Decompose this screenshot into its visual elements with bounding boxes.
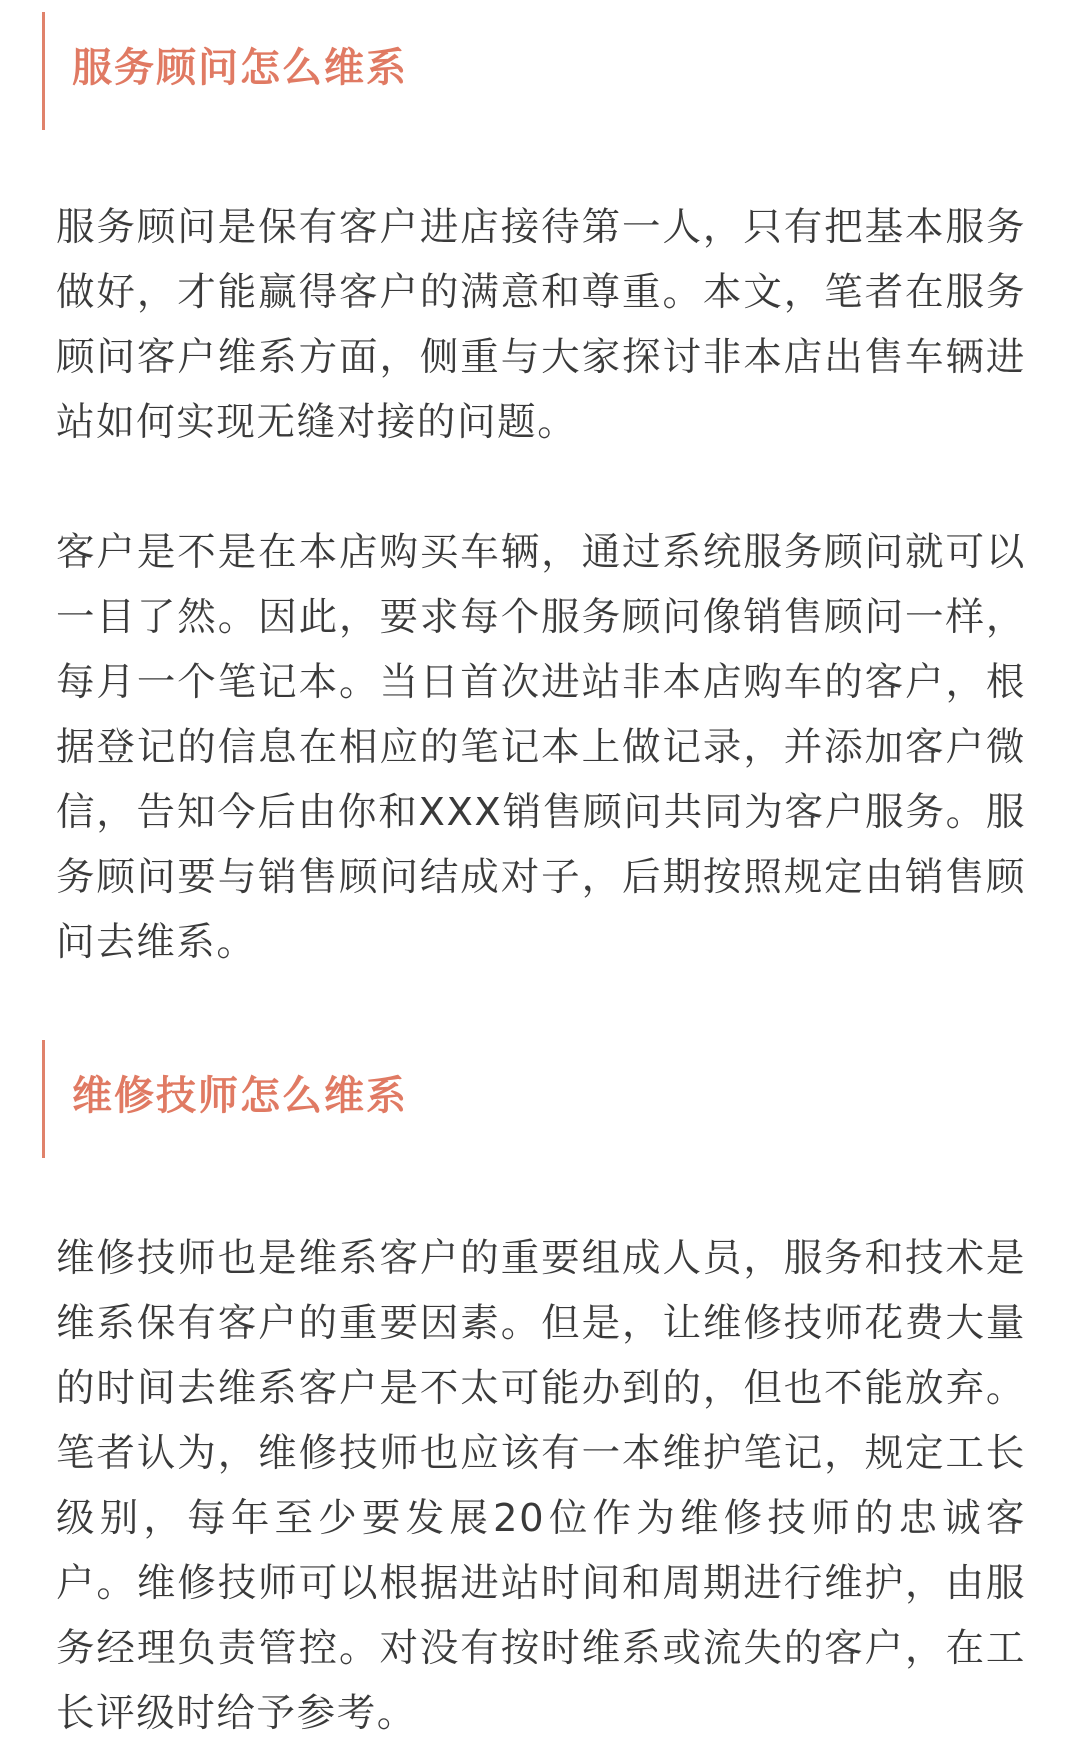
paragraph: 客户是不是在本店购买车辆，通过系统服务顾问就可以一目了然。因此，要求每个服务顾问像销售顾问一样，每月一个笔记本。当日首次进站非本店购车的客户，根据登记的信息在相应的笔记本上做记录，并添加客户微信，告知今后由你和XXX销售顾问共同为客户服务。服务顾问要与销售顾问结成对子，后期按照规定由销售顾问去维系。	[56, 530, 1026, 965]
section-title: 服务顾问怎么维系	[72, 45, 408, 91]
paragraph: 维修技师也是维系客户的重要组成人员，服务和技术是维系保有客户的重要因素。但是，让维修技师花费大量的时间去维系客户是不太可能办到的，但也不能放弃。笔者认为，维修技师也应该有一本维护笔记，规定工长级别，每年至少要发展20位作为维修技师的忠诚客户。维修技师可以根据进站时间和周期进行维护，由服务经理负责管控。对没有按时维系或流失的客户，在工长评级时给予参考。	[56, 1236, 1026, 1736]
paragraph: 服务顾问是保有客户进店接待第一人，只有把基本服务做好，才能赢得客户的满意和尊重。本文，笔者在服务顾问客户维系方面，侧重与大家探讨非本店出售车辆进站如何实现无缝对接的问题。	[56, 205, 1026, 445]
section-title: 维修技师怎么维系	[72, 1073, 408, 1119]
section-heading-technician	[42, 1040, 642, 1158]
section-heading-service-advisor	[42, 12, 642, 130]
